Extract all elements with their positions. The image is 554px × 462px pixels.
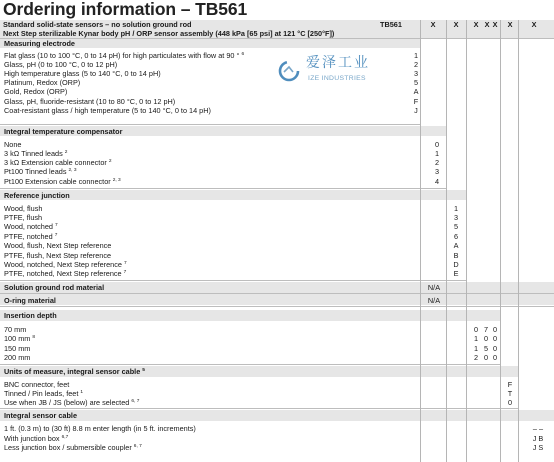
depth-digit: 0: [473, 325, 479, 334]
code-column-2: X: [453, 20, 459, 29]
section-title-oring: O-ring material: [4, 296, 56, 305]
list-item: Less junction box / submersible coupler $^{6, 7}$: [4, 443, 142, 452]
option-code: 1: [453, 204, 459, 213]
option-code: T: [507, 389, 513, 398]
list-item: 3 kΩ Extension cable connector $^2$: [4, 158, 112, 167]
section-title-sensor-cable: Integral sensor cable: [4, 411, 77, 420]
divider: [0, 306, 554, 307]
depth-digit: 1: [473, 344, 479, 353]
watermark-logo: [278, 55, 393, 84]
list-item: Platinum, Redox (ORP): [4, 78, 81, 87]
option-code: J S: [532, 443, 544, 452]
option-code: – –: [532, 424, 544, 433]
option-code: 3: [453, 213, 459, 222]
section-band-oring: [0, 294, 554, 305]
list-item: 200 mm: [4, 353, 31, 362]
section-title-measuring-electrode: Measuring electrode: [4, 39, 75, 48]
option-code: 1: [434, 149, 440, 158]
depth-digit: 0: [483, 334, 489, 343]
option-code: 6: [453, 232, 459, 241]
list-item: 70 mm: [4, 325, 27, 334]
header-line-2: Next Step sterilizable Kynar body pH / ORP sensor assembly (448 kPa [65 psi] at 121 °C [250°F]): [3, 28, 335, 38]
depth-digit: 0: [483, 353, 489, 362]
option-code: F: [413, 97, 419, 106]
ordering-table: [0, 20, 554, 462]
option-code: 0: [507, 398, 513, 407]
depth-digit: 0: [492, 325, 498, 334]
na-value: N/A: [427, 283, 441, 292]
list-item: PTFE, notched, Next Step reference $^7$: [4, 269, 127, 278]
code-column-1: X: [430, 20, 436, 29]
option-code: 3: [413, 69, 419, 78]
option-code: B: [453, 251, 459, 260]
list-item: Wood, flush: [4, 204, 43, 213]
divider: [0, 38, 554, 39]
code-column-5: X: [492, 20, 498, 29]
list-item: High temperature glass (5 to 140 °C, 0 to 14 pH): [4, 69, 161, 78]
divider: [0, 124, 420, 125]
depth-digit: 2: [473, 353, 479, 362]
list-item: Use when JB / JS (below) are selected $^{6, 7}$: [4, 398, 140, 407]
divider: [0, 293, 554, 294]
column-divider: [500, 20, 501, 462]
depth-digit: 0: [492, 334, 498, 343]
list-item: Gold, Redox (ORP): [4, 87, 68, 96]
option-code: 1: [413, 51, 419, 60]
list-item: 150 mm: [4, 344, 31, 353]
column-divider: [466, 20, 467, 462]
list-item: Flat glass (10 to 100 °C, 0 to 14 pH) for high particulates with flow at 90 ° $^6$: [4, 51, 245, 60]
depth-digit: 7: [483, 325, 489, 334]
depth-digit: 1: [473, 334, 479, 343]
section-title-temperature-compensator: Integral temperature compensator: [4, 127, 123, 136]
depth-digit: 0: [492, 353, 498, 362]
section-title-units: Units of measure, integral sensor cable $^5$: [4, 367, 145, 376]
option-code: 3: [434, 167, 440, 176]
section-band-cable: [0, 410, 554, 421]
list-item: 100 mm $^8$: [4, 334, 36, 343]
list-item: 3 kΩ Tinned leads $^2$: [4, 149, 68, 158]
divider: [0, 408, 518, 409]
divider: [0, 364, 500, 365]
option-code: A: [453, 241, 459, 250]
depth-digit: 0: [492, 344, 498, 353]
divider: [0, 280, 466, 281]
option-code: 5: [453, 222, 459, 231]
option-code: 4: [434, 177, 440, 186]
option-code: A: [413, 87, 419, 96]
option-code: D: [453, 260, 459, 269]
code-column-7: X: [531, 20, 537, 29]
section-title-insertion-depth: Insertion depth: [4, 311, 57, 320]
code-column-6: X: [507, 20, 513, 29]
na-value: N/A: [427, 296, 441, 305]
option-code: J: [414, 106, 418, 115]
column-divider: [518, 20, 519, 462]
list-item: PTFE, flush, Next Step reference: [4, 251, 112, 260]
option-code: E: [453, 269, 459, 278]
list-item: Wood, flush, Next Step reference: [4, 241, 112, 250]
list-item: Wood, notched, Next Step reference $^7$: [4, 260, 127, 269]
section-band-insertion: [0, 310, 500, 321]
list-item: With junction box $^{6,7}$: [4, 434, 69, 443]
list-item: None: [4, 140, 22, 149]
header-line-1: Standard solid-state sensors – no solution ground rod: [3, 20, 192, 29]
section-band-reference: [0, 190, 466, 200]
option-code: 2: [413, 60, 419, 69]
list-item: Tinned / Pin leads, feet $^1$: [4, 389, 84, 398]
list-item: Glass, pH, fluoride-resistant (10 to 80 °C, 0 to 12 pH): [4, 97, 176, 106]
logo-swirl-icon: [278, 60, 300, 82]
divider: [0, 188, 446, 189]
list-item: Wood, notched $^7$: [4, 222, 58, 231]
option-code: 0: [434, 140, 440, 149]
code-column-4: X: [484, 20, 490, 29]
list-item: Glass, pH (0 to 100 °C, 0 to 12 pH): [4, 60, 118, 69]
list-item: PTFE, flush: [4, 213, 43, 222]
code-column-3: X: [473, 20, 479, 29]
section-title-reference-junction: Reference junction: [4, 191, 70, 200]
list-item: Coat-resistant glass / high temperature (5 to 140 °C, 0 to 14 pH): [4, 106, 211, 115]
depth-digit: 5: [483, 344, 489, 353]
option-code: 2: [434, 158, 440, 167]
option-code: F: [507, 380, 513, 389]
page-title: Ordering information – TB561: [3, 0, 248, 19]
model-code: TB561: [380, 20, 402, 29]
watermark-text-cn: 爱泽工业: [306, 55, 370, 71]
list-item: 1 ft. (0.3 m) to (30 ft) 8.8 m enter length (in 5 ft. increments): [4, 424, 196, 433]
section-title-ground-rod: Solution ground rod material: [4, 283, 105, 292]
option-code: J B: [532, 434, 544, 443]
list-item: Pt100 Extension cable connector $^{2, 3}$: [4, 177, 121, 186]
watermark-text-en: IZE INDUSTRIES: [308, 75, 366, 82]
list-item: BNC connector, feet: [4, 380, 70, 389]
option-code: 5: [413, 78, 419, 87]
list-item: Pt100 Tinned leads $^{2, 3}$: [4, 167, 77, 176]
list-item: PTFE, notched $^7$: [4, 232, 58, 241]
column-divider: [446, 20, 447, 462]
